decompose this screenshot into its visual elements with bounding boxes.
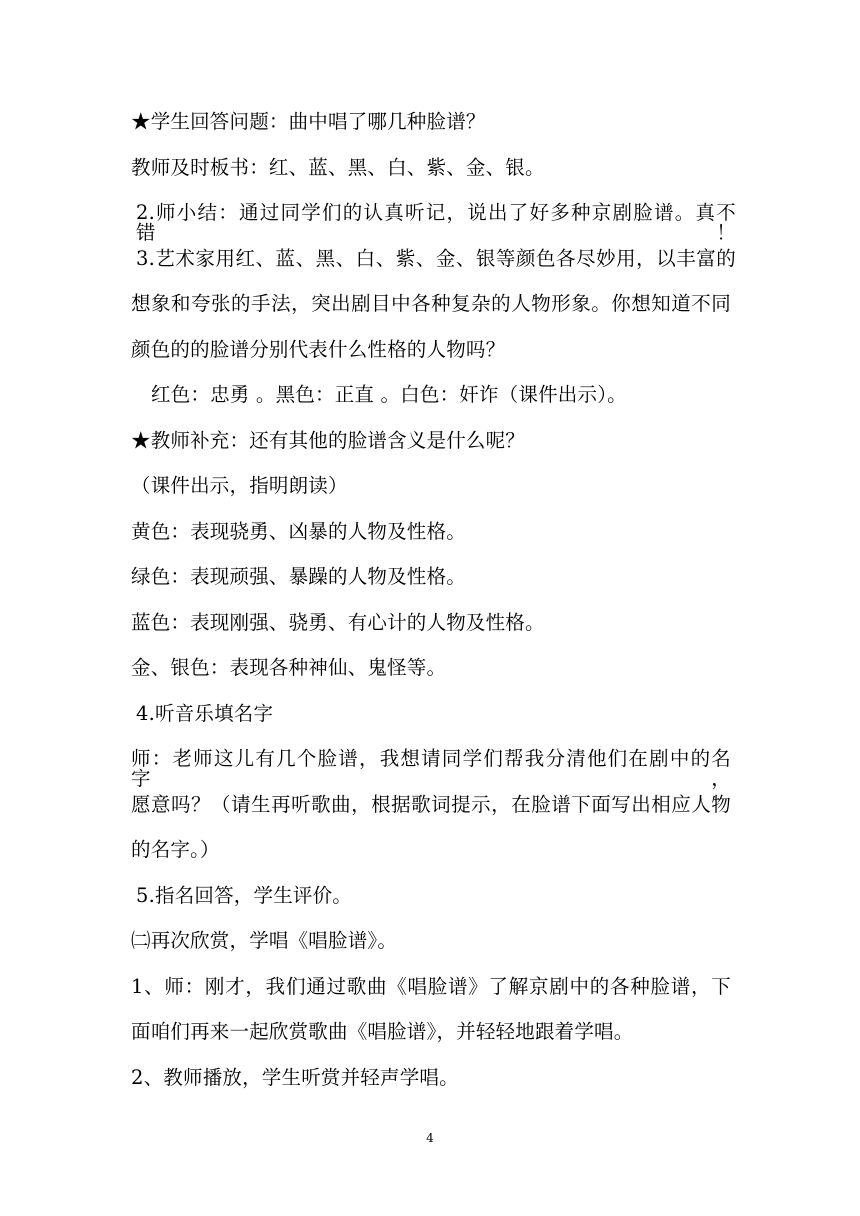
text-line-names: 的名字。） (131, 838, 220, 861)
text-line-teacher-summary: 2.师小结：通过同学们的认真听记，说出了好多种京剧脸谱。真不错！ (136, 201, 736, 244)
text-line-artist-colors: 3.艺术家用红、蓝、黑、白、紫、金、银等颜色各尽妙用，以丰富的 (136, 246, 736, 270)
text-line-answer-evaluate: 5.指名回答，学生评价。 (136, 883, 353, 907)
text-line-teacher-supplement: ★教师补充：还有其他的脸谱含义是什么呢？ (131, 428, 526, 452)
text-line-section-two: ㈡再次欣赏，学唱《唱脸谱》。 (131, 929, 398, 952)
text-line-willing: 愿意吗？（请生再听歌曲，根据歌词提示，在脸谱下面写出相应人物 (131, 792, 731, 816)
text-line-color-question: 颜色的的脸谱分别代表什么性格的人物吗？ (131, 337, 506, 361)
text-line-student-question: ★学生回答问题：曲中唱了哪几种脸谱？ (131, 110, 486, 133)
text-line-green: 绿色：表现顽强、暴躁的人物及性格。 (131, 565, 466, 588)
text-line-color-meanings: 红色：忠勇 。黑色：正直 。白色：奸诈（课件出示）。 (151, 383, 627, 406)
text-line-teacher-masks: 师：老师这儿有几个脸谱，我想请同学们帮我分清他们在剧中的名字， (131, 747, 731, 790)
text-line-teacher-board: 教师及时板书：红、蓝、黑、白、紫、金、银。 (131, 155, 545, 179)
document-body (131, 110, 736, 1113)
text-line-play-music: 2、教师播放，学生听赏并轻声学唱。 (131, 1065, 459, 1089)
text-line-teacher-recap: 1、师：刚才，我们通过歌曲《唱脸谱》了解京剧中的各种脸谱，下 (131, 974, 731, 998)
text-line-blue: 蓝色：表现刚强、骁勇、有心计的人物及性格。 (131, 610, 545, 634)
text-line-gold-silver: 金、银色：表现各种神仙、鬼怪等。 (131, 656, 447, 679)
text-line-sing-along: 面咱们再来一起欣赏歌曲《唱脸谱》，并轻轻地跟着学唱。 (131, 1020, 634, 1043)
text-line-listen-fill: 4.听音乐填名字 (136, 701, 274, 725)
text-line-yellow: 黄色：表现骁勇、凶暴的人物及性格。 (131, 519, 466, 543)
text-line-imagination: 想象和夸张的手法，突出剧目中各种复杂的人物形象。你想知道不同 (131, 292, 731, 315)
text-line-courseware-note: （课件出示，指明朗读） (131, 474, 348, 497)
page-number: 4 (426, 1131, 434, 1145)
